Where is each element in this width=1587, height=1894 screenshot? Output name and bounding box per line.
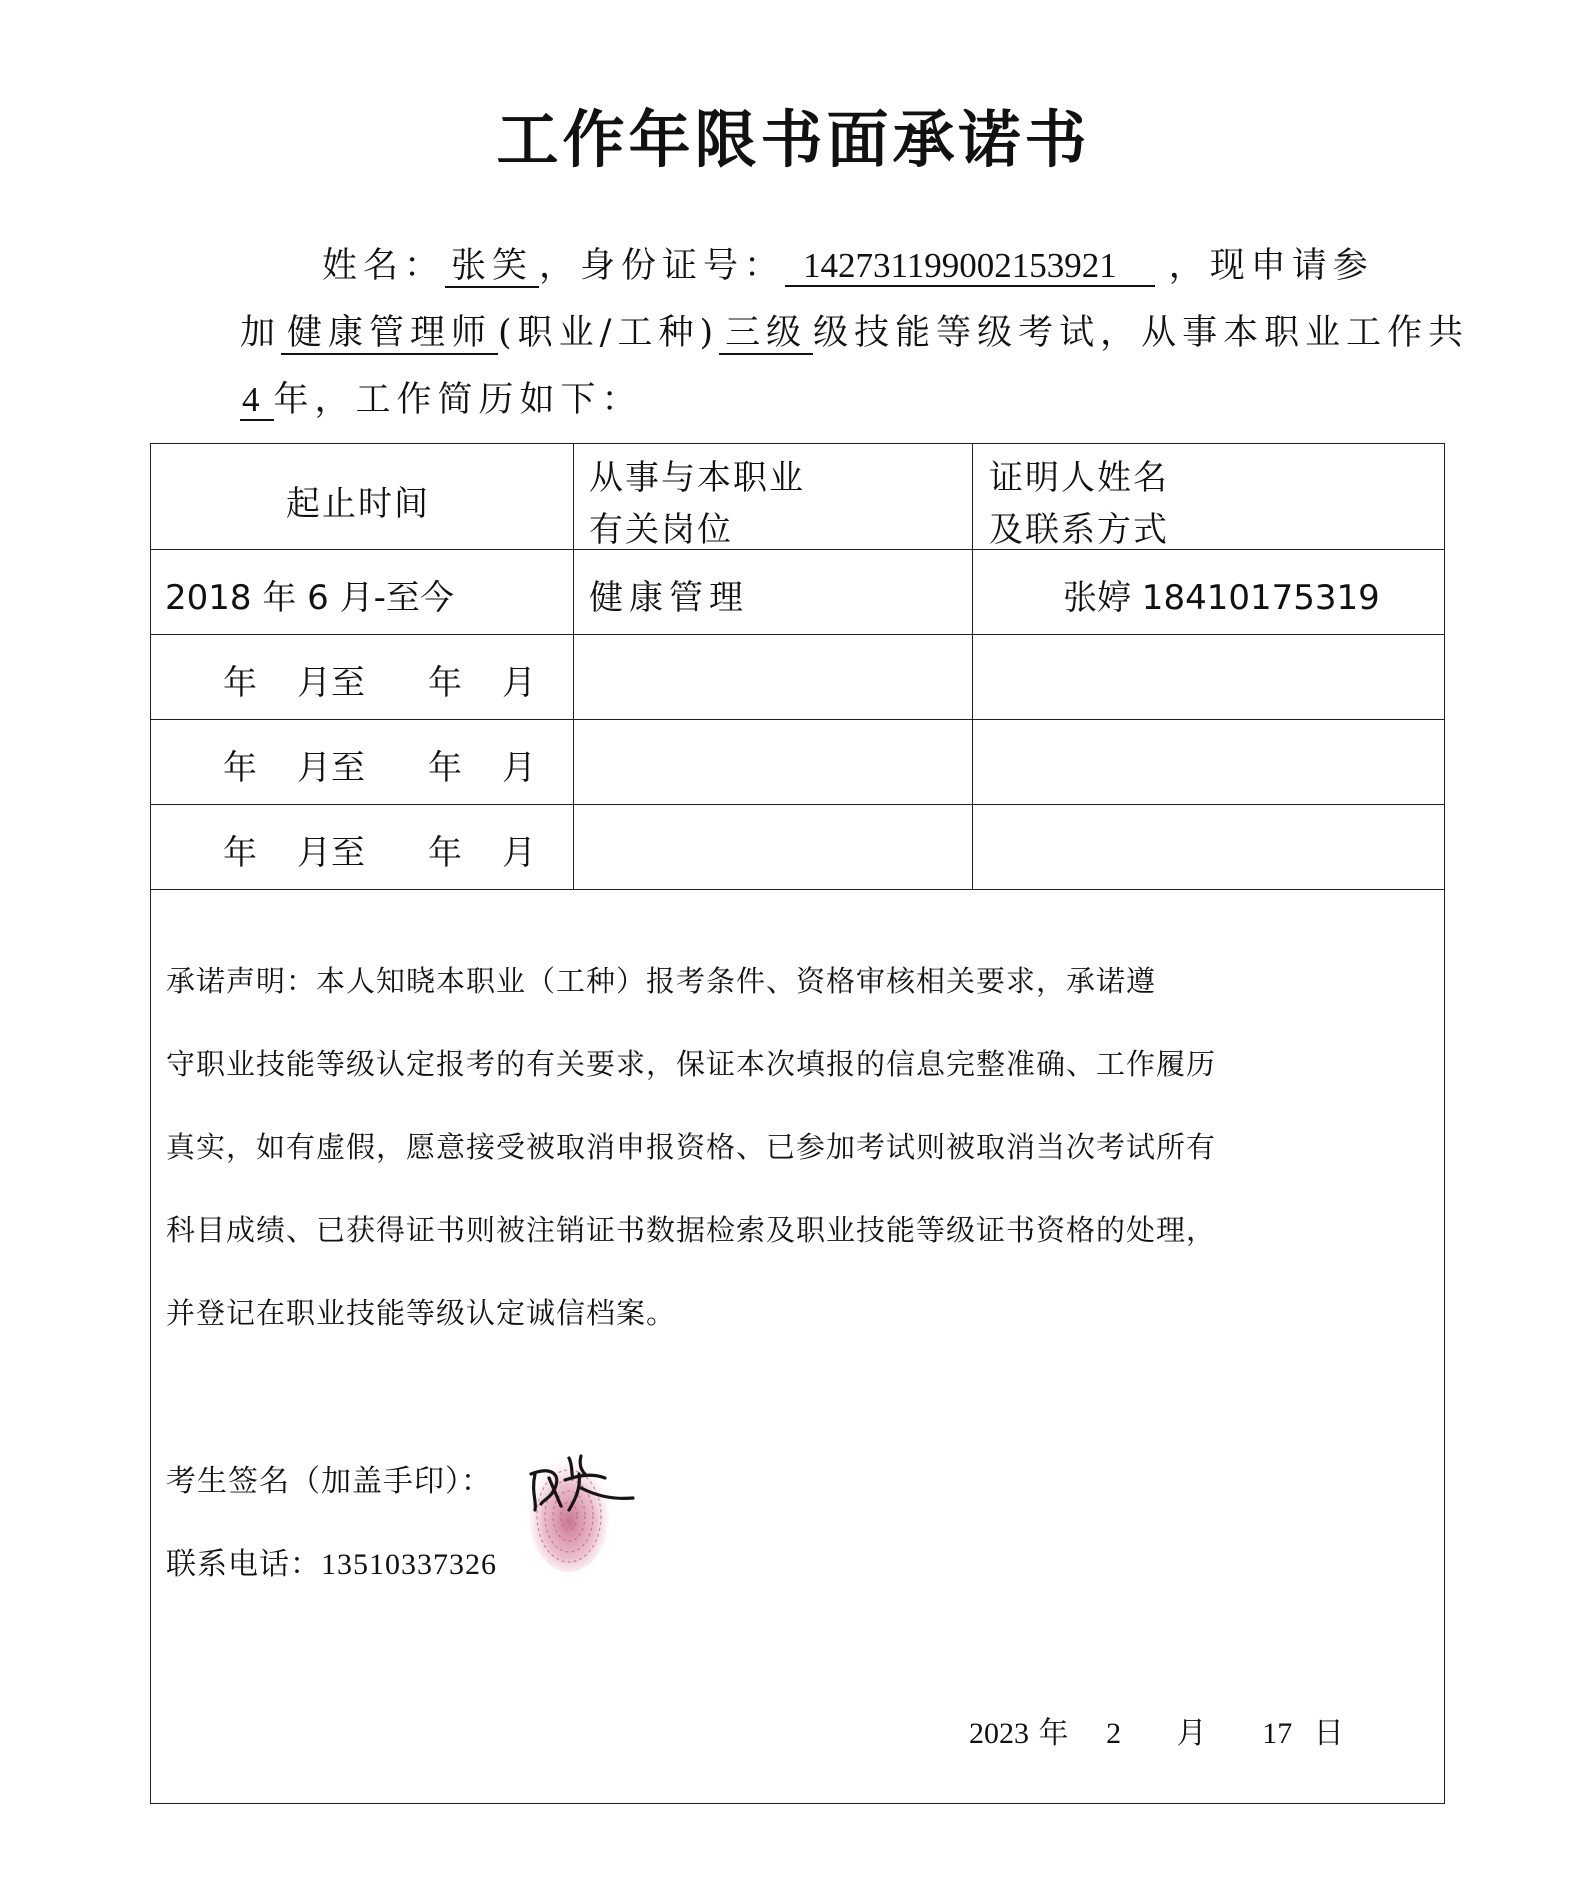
header-period: 起止时间 bbox=[286, 484, 430, 524]
line2-rest: 级技能等级考试，从事本职业工作共 bbox=[813, 313, 1470, 353]
row2-year-start: 年 bbox=[223, 663, 257, 703]
date-year: 2023 bbox=[969, 1717, 1029, 1750]
row-divider-5 bbox=[151, 889, 1444, 890]
work-history-frame bbox=[150, 443, 1445, 1804]
phone-label: 联系电话： bbox=[166, 1547, 321, 1582]
level-value: 三级 bbox=[719, 313, 813, 355]
occupation-suffix: (职业/工种) bbox=[498, 313, 720, 353]
row1-witness: 张婷 18410175319 bbox=[1063, 578, 1380, 618]
phone-line bbox=[166, 1539, 497, 1583]
name-label: 姓名： bbox=[322, 246, 446, 286]
id-label: ，身份证号： bbox=[539, 246, 786, 286]
row2-month-end: 月 bbox=[502, 663, 536, 703]
phone-value: 13510337326 bbox=[321, 1548, 497, 1581]
name-value: 张笑 bbox=[445, 246, 539, 288]
header-position-line1: 从事与本职业 bbox=[589, 458, 805, 498]
id-number: 142731199002153921 bbox=[785, 246, 1155, 287]
date-month: 2 bbox=[1106, 1717, 1122, 1750]
row1-period: 2018 年 6 月-至今 bbox=[165, 578, 454, 618]
document-title: 工作年限书面承诺书 bbox=[496, 103, 1091, 176]
occupation-value: 健康管理师 bbox=[281, 313, 498, 355]
row-divider-2 bbox=[151, 634, 1444, 635]
header-witness bbox=[989, 452, 1169, 556]
date-day-label: 日 bbox=[1313, 1716, 1344, 1751]
date-day: 17 bbox=[1262, 1717, 1293, 1750]
line2-prefix: 加 bbox=[240, 313, 282, 353]
row-divider-3 bbox=[151, 719, 1444, 720]
years-value: 4 bbox=[240, 380, 274, 421]
row3-year-end: 年 bbox=[428, 748, 462, 788]
row1-position: 健康管理 bbox=[589, 578, 749, 618]
fingerprint-signature bbox=[521, 1444, 646, 1579]
statement-line-5: 并登记在职业技能等级认定诚信档案。 bbox=[166, 1296, 677, 1330]
statement-line-2: 守职业技能等级认定报考的有关要求，保证本次填报的信息完整准确、工作履历 bbox=[166, 1047, 1217, 1081]
row-divider-4 bbox=[151, 804, 1444, 805]
header-witness-line1: 证明人姓名 bbox=[989, 458, 1169, 498]
row4-year-start: 年 bbox=[223, 833, 257, 873]
statement-line-3: 真实，如有虚假，愿意接受被取消申报资格、已参加考试则被取消当次考试所有 bbox=[166, 1130, 1217, 1164]
row3-month-to: 月至 bbox=[297, 748, 365, 788]
header-position bbox=[589, 452, 805, 556]
row4-year-end: 年 bbox=[428, 833, 462, 873]
row2-period bbox=[223, 655, 536, 704]
intro-line-1 bbox=[322, 238, 1442, 288]
row4-month-end: 月 bbox=[502, 833, 536, 873]
intro-line-2 bbox=[240, 305, 1470, 355]
line3-rest: 年，工作简历如下： bbox=[273, 380, 643, 420]
signature-label: 考生签名（加盖手印）： bbox=[166, 1464, 492, 1499]
row4-period bbox=[223, 825, 536, 874]
date-month-label: 月 bbox=[1176, 1716, 1207, 1751]
row2-month-to: 月至 bbox=[297, 663, 365, 703]
column-divider-2 bbox=[972, 444, 973, 889]
intro-line-3 bbox=[240, 372, 1360, 422]
signing-date bbox=[969, 1708, 1344, 1752]
row2-year-end: 年 bbox=[428, 663, 462, 703]
apply-text: ，现申请参 bbox=[1168, 246, 1374, 286]
header-position-line2: 有关岗位 bbox=[589, 510, 733, 550]
statement-line-4: 科目成绩、已获得证书则被注销证书数据检索及职业技能等级证书资格的处理， bbox=[166, 1213, 1217, 1247]
row3-year-start: 年 bbox=[223, 748, 257, 788]
header-witness-line2: 及联系方式 bbox=[989, 510, 1169, 550]
date-year-label: 年 bbox=[1038, 1716, 1069, 1751]
row3-period bbox=[223, 740, 536, 789]
statement-line-1: 承诺声明：本人知晓本职业（工种）报考条件、资格审核相关要求，承诺遵 bbox=[166, 964, 1157, 998]
row3-month-end: 月 bbox=[502, 748, 536, 788]
row4-month-to: 月至 bbox=[297, 833, 365, 873]
column-divider-1 bbox=[573, 444, 574, 889]
